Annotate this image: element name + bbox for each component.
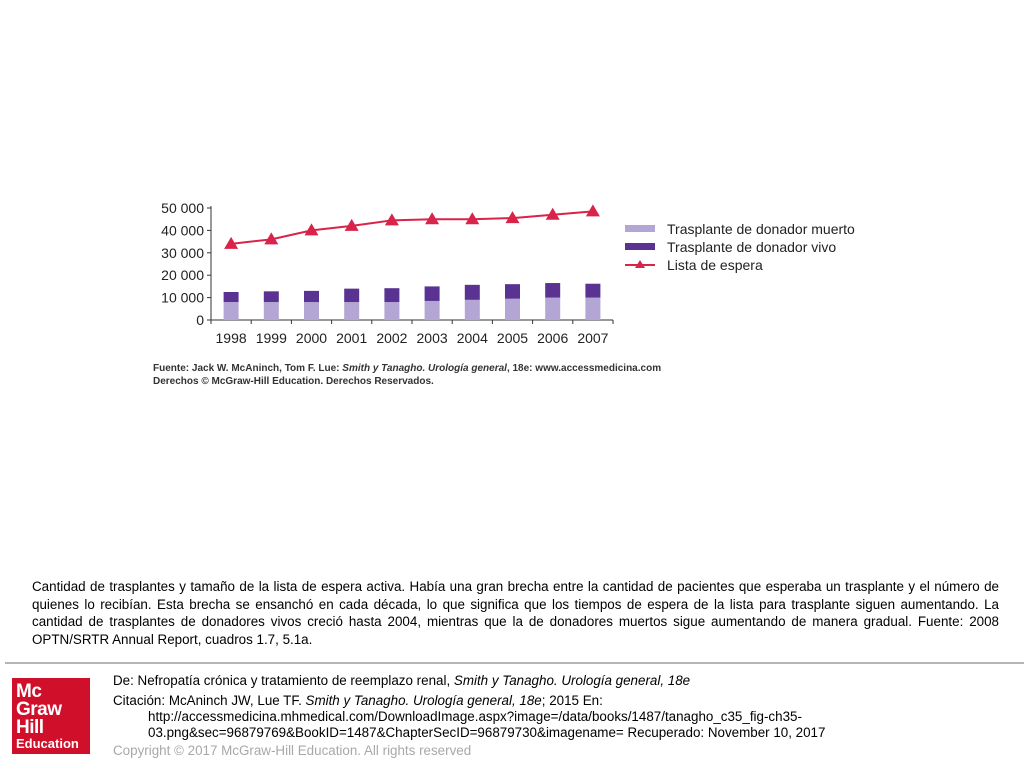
x-tick-label: 2002	[376, 330, 408, 346]
bar-donador-vivo	[344, 289, 359, 302]
legend-label: Lista de espera	[667, 257, 763, 273]
bar-donador-vivo	[224, 292, 239, 302]
y-tick-label: 10 000	[161, 289, 204, 306]
citation-url-line-2: 03.png&sec=96879769&BookID=1487&ChapterSecID=96879730&imagename= Recuperado: November 10, 2017	[148, 725, 826, 740]
chart-source-line-2: Derechos © McGraw-Hill Education. Derechos Reservados.	[153, 376, 434, 387]
bar-donador-muerto	[545, 298, 560, 320]
bar-donador-muerto	[585, 298, 600, 320]
bar-donador-muerto	[224, 302, 239, 320]
copyright-notice: Copyright © 2017 McGraw-Hill Education. All rights reserved	[113, 743, 472, 758]
bar-donador-muerto	[304, 302, 319, 320]
lista-espera-point	[586, 204, 600, 216]
bar-donador-muerto	[384, 302, 399, 320]
x-tick-label: 2000	[295, 330, 328, 346]
bar-donador-muerto	[505, 299, 520, 320]
bar-donador-vivo	[545, 283, 560, 298]
bar-donador-muerto	[465, 300, 480, 320]
bar-donador-vivo	[585, 284, 600, 298]
legend-label: Trasplante de donador muerto	[667, 221, 855, 237]
legend-swatch-donador-muerto	[625, 225, 655, 232]
bar-donador-vivo	[304, 291, 319, 302]
bar-donador-vivo	[384, 288, 399, 302]
legend-label: Trasplante de donador vivo	[667, 239, 837, 255]
lista-espera-line	[231, 211, 593, 243]
footer	[113, 673, 993, 758]
x-tick-label: 2005	[496, 330, 529, 346]
footer-divider	[5, 662, 1024, 664]
bar-donador-muerto	[425, 301, 440, 320]
x-tick-label: 2006	[537, 330, 569, 346]
chart-svg	[148, 198, 870, 386]
x-tick-label: 2003	[416, 330, 448, 346]
y-tick-label: 20 000	[161, 267, 204, 284]
bar-donador-vivo	[465, 285, 480, 300]
x-tick-label: 2001	[336, 330, 368, 346]
logo-line-education: Education	[16, 736, 79, 751]
bar-donador-muerto	[264, 302, 279, 320]
logo-line-mc: Mc	[16, 681, 42, 702]
citation-url-line-1: http://accessmedicina.mhmedical.com/DownloadImage.aspx?image=/data/books/1487/tanagho_c35_fig-ch35-	[148, 709, 802, 724]
x-tick-label: 2007	[577, 330, 609, 346]
x-tick-label: 1999	[255, 330, 287, 346]
bar-donador-vivo	[505, 284, 520, 299]
chart-source-line-1: Fuente: Jack W. McAninch, Tom F. Lue: Smith y Tanagho. Urología general, 18e: www.accessmedicina.com	[153, 363, 662, 374]
x-tick-label: 2004	[456, 330, 488, 346]
chart-figure	[148, 198, 870, 386]
bar-donador-vivo	[425, 286, 440, 301]
y-tick-label: 40 000	[161, 222, 204, 239]
bar-donador-muerto	[344, 302, 359, 320]
y-tick-label: 30 000	[161, 244, 204, 261]
mcgraw-hill-logo	[12, 678, 90, 754]
footer-source: De: Nefropatía crónica y tratamiento de reemplazo renal, Smith y Tanagho. Urología general, 18e	[113, 673, 691, 688]
footer-citation: Citación: McAninch JW, Lue TF. Smith y Tanagho. Urología general, 18e; 2015 En: http://accessmedicina.mhmedical.com/DownloadImage.aspx?image=/data/books/1487/tanagho_c35_fig-ch35- 03.png&sec=96879769&BookID=1487&ChapterSecID=96879730&imagename= Recuperado: November 10, 2017	[113, 693, 993, 741]
y-tick-label: 0	[196, 312, 204, 328]
figure-caption: Cantidad de trasplantes y tamaño de la lista de espera activa. Había una gran brecha entre la cantidad de pacientes que esperaba un trasplante y el número de quienes lo recibían. Esta brecha se ensanchó en cada década, lo que significa que los tiempos de espera de la lista para trasplante siguen aumentando. La cantidad de trasplantes de donadores vivos creció hasta 2004, mientras que la de donadores muertos sigue aumentando de manera gradual. Fuente: 2008 OPTN/SRTR Annual Report, cuadros 1.7, 5.1a.	[32, 579, 999, 647]
logo-line-graw: Graw	[16, 699, 62, 720]
lista-espera-point	[425, 212, 439, 224]
legend-swatch-donador-vivo	[625, 243, 655, 250]
logo-line-hill: Hill	[16, 717, 44, 738]
x-tick-label: 1998	[215, 330, 247, 346]
bar-donador-vivo	[264, 291, 279, 302]
y-tick-label: 50 000	[161, 200, 204, 216]
